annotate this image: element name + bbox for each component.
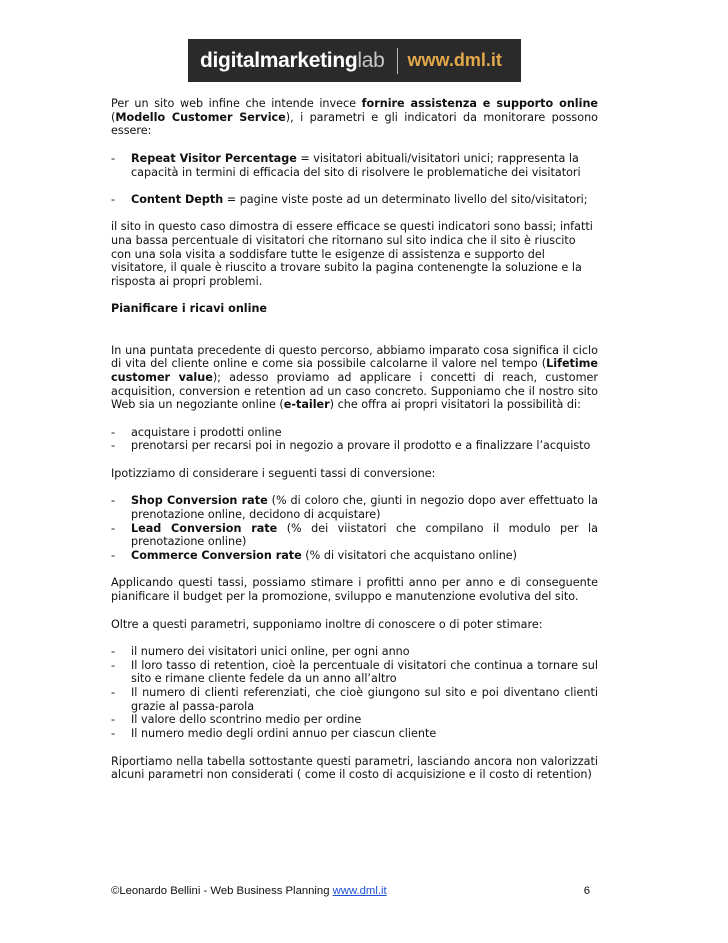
page-number: 6 [583, 885, 590, 897]
header-logo [188, 39, 521, 82]
paragraph: Applicando questi tassi, possiamo stimare i profitti anno per anno e di conseguente pianificare il budget per la promozione, sviluppo e manutenzione evolutiva del sito. [111, 576, 598, 604]
list-item: - Shop Conversion rate (% di coloro che, giunti in negozio dopo aver effettuato la prenotazione online, decidono di acquistare) [111, 494, 599, 521]
list-item: - Il valore dello scontrino medio per ordine [111, 713, 362, 727]
paragraph: Oltre a questi parametri, supponiamo inoltre di conoscere o di poter stimare: [111, 617, 543, 631]
list-item: - Commerce Conversion rate (% di visitatori che acquistano online) [111, 549, 518, 563]
intro-paragraph: Per un sito web infine che intende invece fornire assistenza e supporto online (Modello Customer Service), i parametri e gli indicatori da monitorare possono essere: [111, 97, 599, 138]
list-item: - prenotarsi per recarsi poi in negozio a provare il prodotto e a finalizzare l’acquisto [111, 439, 591, 453]
list-item: - Il numero di clienti referenziati, che cioè giungono sul sito e poi diventano clienti grazie al passa-parola [111, 686, 598, 713]
footer-credit: ©Leonardo Bellini - Web Business Planning www.dml.it [111, 885, 387, 897]
paragraph: Riportiamo nella tabella sottostante questi parametri, lasciando ancora non valorizzati alcuni parametri non considerati ( come il costo di acquisizione e il costo di retention) [111, 754, 598, 782]
page-footer [111, 885, 598, 897]
document-body [111, 97, 598, 782]
list-item: - Il numero medio degli ordini annuo per ciascun cliente [111, 727, 437, 741]
logo-divider [397, 48, 398, 74]
footer-link[interactable]: www.dml.it [332, 885, 387, 897]
paragraph: il sito in questo caso dimostra di essere efficace se questi indicatori sono bassi; infatti una bassa percentuale di visitatori che ritornano sul sito indica che il sito è riuscito con una sola visita a soddisfare tutte le esigenze di assistenza e supporto del visitatore, il quale è riuscito a trovare subito la pagina contenengte la soluzione e la risposta ai propri problemi. [111, 220, 593, 289]
logo-url: www.dml.it [407, 50, 502, 70]
list-item: - acquistare i prodotti online [111, 425, 282, 439]
list-item: - Repeat Visitor Percentage = visitatori abituali/visitatori unici; rappresenta la capacità in termini di efficacia del sito di risolvere le problematiche dei visitatori [111, 151, 581, 179]
section-heading: Pianificare i ricavi online [111, 302, 268, 316]
list-item: - il numero dei visitatori unici online, per ogni anno [111, 644, 410, 658]
list-item: - Content Depth = pagine viste poste ad un determinato livello del sito/visitatori; [111, 192, 588, 206]
list-item: - Lead Conversion rate (% dei viistatori che compilano il modulo per la prenotazione online) [111, 521, 598, 549]
logo-brand: digitalmarketinglab [200, 48, 385, 72]
list-item: - Il loro tasso di retention, cioè la percentuale di visitatori che continua a tornare sul sito e rimane cliente fedele da un anno all’altro [111, 658, 598, 686]
paragraph: In una puntata precedente di questo percorso, abbiamo imparato cosa significa il ciclo di vita del cliente online e come sia possibile calcolarne il valore nel tempo (Lifetime customer value); adesso proviamo ad applicare i concetti di reach, customer acquisition, conversion e retention ad un caso concreto. Supponiamo che il nostro sito Web sia un negoziante online (e-tailer) che offra ai propri visitatori la possibilità di: [111, 343, 598, 412]
paragraph: Ipotizziamo di considerare i seguenti tassi di conversione: [111, 466, 436, 480]
